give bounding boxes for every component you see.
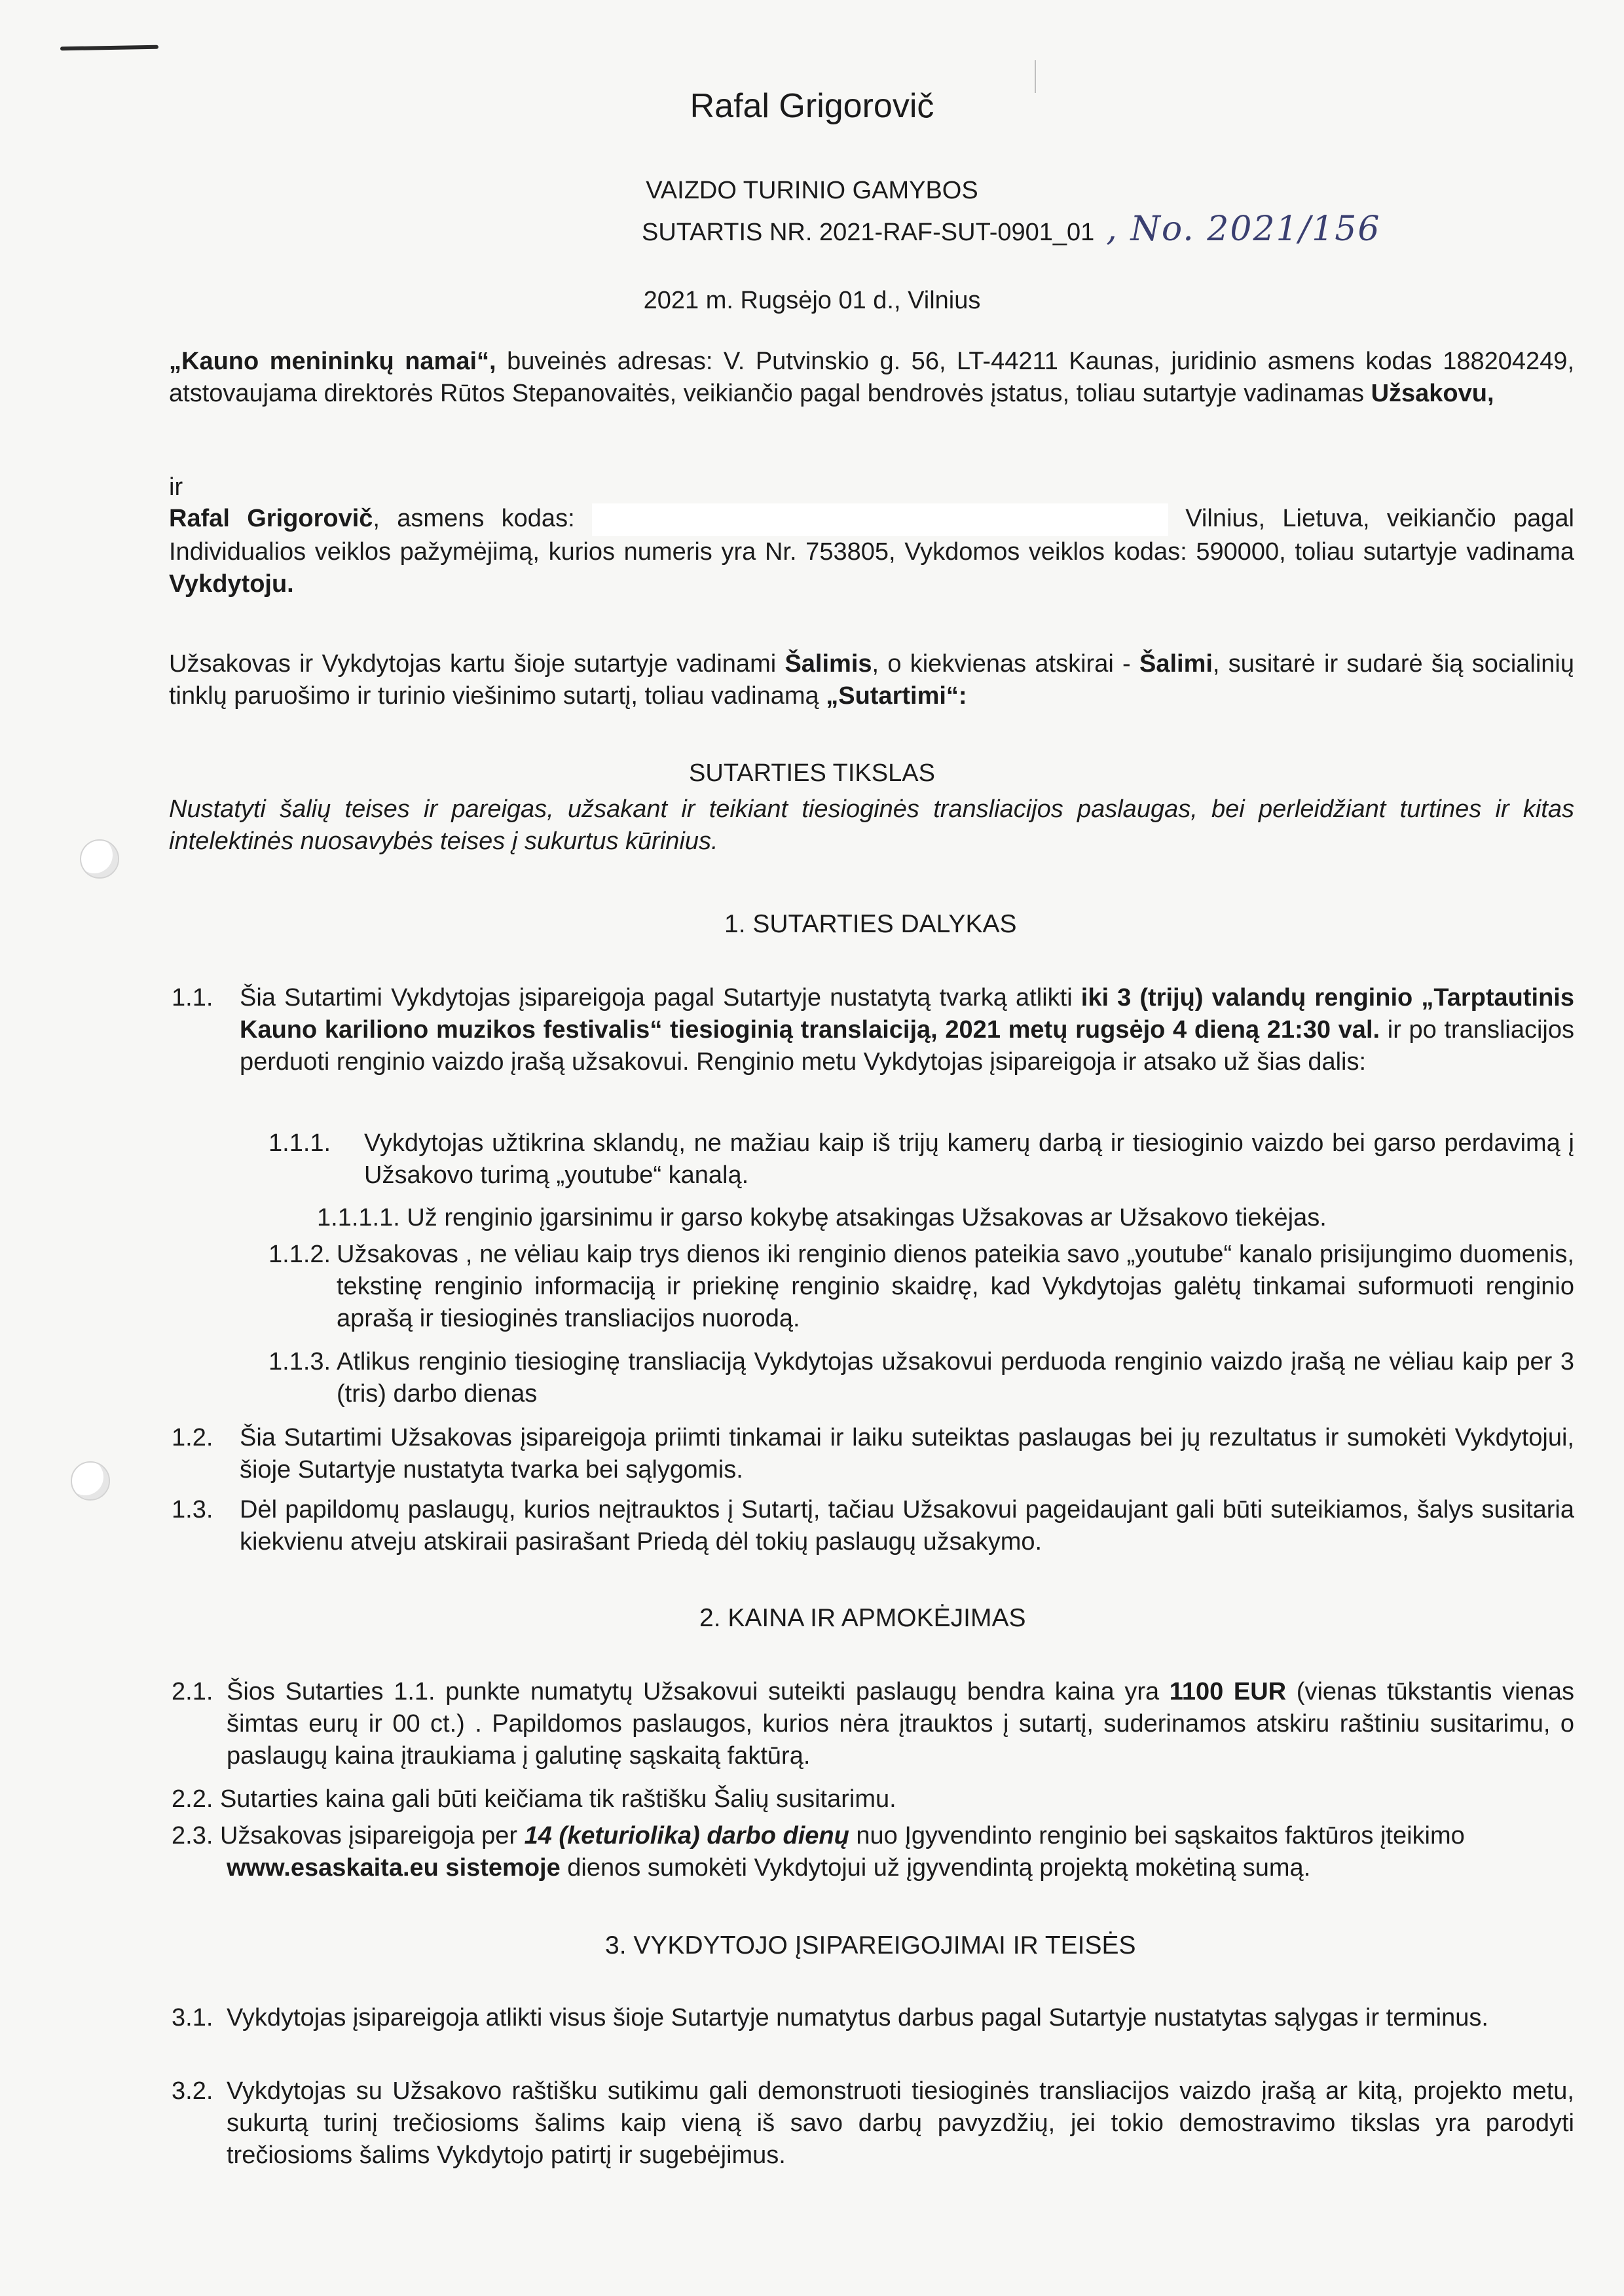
author-name: Rafal Grigorovič bbox=[690, 87, 934, 125]
clause-1-2: Šia Sutartimi Užsakovas įsipareigoja priimti tinkamai ir laiku suteiktas paslaugas bei jų rezultatus ir sumokėti Vykdytojui, šioje Sutartyje nustatyta tvarka bei sąlygomis. bbox=[240, 1424, 1574, 1484]
clause-2-1: Šios Sutarties 1.1. punkte numatytų Užsakovui suteikti paslaugų bendra kaina yra 1100 EUR (vienas tūkstantis vienas šimtas eurų ir 00 ct.) . Papildomos paslaugos, kurios nėra įtrauktos į sutartį, suderinamos atskiru raštiniu susitarimu, o paslaugų kaina įtraukiama į galutinę sąskaitą faktūrą. bbox=[227, 1678, 1574, 1770]
contractor-name: Rafal Grigorovič bbox=[169, 505, 373, 532]
clause-1-1-3: Atlikus renginio tiesioginę transliaciją Vykdytojas užsakovui perduoda renginio vaizdo įrašą ne vėliau kaip per 3 (tris) darbo dienas bbox=[337, 1348, 1574, 1408]
clause-1-1-2-number: 1.1.2. bbox=[268, 1241, 331, 1268]
document-title-line2 bbox=[642, 210, 1380, 249]
client-role: Užsakovu, bbox=[1371, 380, 1494, 407]
intro-paragraph: Užsakovas ir Vykdytojas kartu šioje sutartyje vadinami Šalimis, o kiekvienas atskirai - Šalimi, susitarė ir sudarė šią socialinių tinklų paruošimo ir turinio viešinimo sutartį, toliau vadinamą „Sutartimi“: bbox=[169, 650, 1575, 710]
clause-1-1: Šia Sutartimi Vykdytojas įsipareigoja pagal Sutartyje nustatytą tvarką atlikti iki 3 (trijų) valandų renginio „Tarptautinis Kauno kariliono muzikos festivalis“ tiesioginią translaiciją, 2021 metų rugsėjo 4 dieną 21:30 val. ir po transliacijos perduoti renginio vaizdo įrašą užsakovui. Renginio metu Vykdytojas įsipareigoja ir atsako už šias dalis: bbox=[240, 984, 1575, 1076]
clause-1-3: Dėl papildomų paslaugų, kurios neįtrauktos į Sutartį, tačiau Užsakovui pageidaujant gali būti suteikiamos, šalys susitaria kiekvienu atveju atskiraii pasirašant Priedą dėl tokių paslaugų užsakymo. bbox=[240, 1496, 1574, 1556]
clause-3-1: Vykdytojas įsipareigoja atlikti visus šioje Sutartyje numatytus darbus pagal Sutartyje nustatytas sąlygas ir terminus. bbox=[227, 2004, 1488, 2032]
punch-hole-upper bbox=[80, 839, 119, 879]
punch-hole-lower bbox=[71, 1461, 110, 1501]
contractor-role: Vykdytoju. bbox=[169, 570, 294, 598]
clause-1-3-number: 1.3. bbox=[172, 1496, 213, 1523]
client-name: „Kauno menininkų namai“, bbox=[169, 348, 496, 375]
clause-2-1-number: 2.1. bbox=[172, 1678, 213, 1705]
clause-1-1-1-1: 1.1.1.1. Už renginio įgarsinimu ir garso kokybę atsakingas Užsakovas ar Užsakovo tiekėjas. bbox=[317, 1204, 1327, 1231]
pen-mark bbox=[60, 45, 158, 51]
and-word: ir bbox=[169, 473, 183, 501]
section3-heading: 3. VYKDYTOJO ĮSIPAREIGOJIMAI IR TEISĖS bbox=[605, 1931, 1136, 1959]
contractor-paragraph: Rafal Grigorovič, asmens kodas: Vilnius, Lietuva, veikiančio pagal Individualios veiklos pažymėjimą, kurios numeris yra Nr. 753805, Vykdomos veiklos kodas: 590000, toliau sutartyje vadinama Vykdytoju. bbox=[169, 503, 1574, 600]
clause-1-1-2: Užsakovas , ne vėliau kaip trys dienos iki renginio dienos pateikia savo „youtube“ kanalo prisijungimo duomenis, tekstinę renginio informaciją ir priekinę renginio skaidrę, kad Vykdytojas galėtų tinkamai suformuoti renginio aprašą ir tiesioginės transliacijos nuorodą. bbox=[337, 1241, 1574, 1332]
date-place: 2021 m. Rugsėjo 01 d., Vilnius bbox=[643, 287, 981, 314]
redacted-personal-code bbox=[592, 503, 1168, 536]
clause-3-1-number: 3.1. bbox=[172, 2004, 213, 2032]
clause-1-1-number: 1.1. bbox=[172, 984, 213, 1011]
client-paragraph: „Kauno menininkų namai“, buveinės adresas: V. Putvinskio g. 56, LT-44211 Kaunas, juridinio asmens kodas 188204249, atstovaujama direktorės Rūtos Stepanovaitės, veikiančio pagal bendrovės įstatus, toliau sutartyje vadinamas Užsakovu, bbox=[169, 348, 1574, 407]
handwritten-registration-number: , No. 2021/156 bbox=[1106, 210, 1381, 249]
document-title-line1: VAIZDO TURINIO GAMYBOS bbox=[646, 177, 978, 204]
clause-1-1-1-number: 1.1.1. bbox=[268, 1129, 331, 1157]
section1-heading: 1. SUTARTIES DALYKAS bbox=[724, 910, 1017, 938]
clause-1-1-1: Vykdytojas užtikrina sklandų, ne mažiau kaip iš trijų kamerų darbą ir tiesioginio vaizdo bei garso perdavimą į Užsakovo turimą „youtube“ kanalą. bbox=[364, 1129, 1574, 1189]
purpose-heading: SUTARTIES TIKSLAS bbox=[689, 759, 935, 787]
clause-3-2-number: 3.2. bbox=[172, 2077, 213, 2105]
section2-heading: 2. KAINA IR APMOKĖJIMAS bbox=[699, 1604, 1026, 1632]
purpose-text: Nustatyti šalių teises ir pareigas, užsakant ir teikiant tiesioginės transliacijos paslaugas, bei perleidžiant turtines ir kitas intelektinės nuosavybės teises į sukurtus kūrinius. bbox=[169, 795, 1574, 855]
clause-3-2: Vykdytojas su Užsakovo raštišku sutikimu gali demonstruoti tiesioginės transliacijos vaizdo įrašą ar kitą, projekto metu, sukurtą turinį trečiosioms šalims kaip vieną iš savo darbų pavyzdžių, jei tokio demostravimo tikslas yra parodyti trečiosioms šalims Vykdytojo patirtį ir sugebėjimus. bbox=[227, 2077, 1574, 2169]
clause-2-3: 2.3. Užsakovas įsipareigoja per 14 (keturiolika) darbo dienų nuo Įgyvendinto renginio bei sąskaitos faktūros įteikimo www.esaskaita.eu sistemoje dienos sumokėti Vykdytojui už įgyvendintą projektą mokėtiną sumą. bbox=[172, 1822, 1465, 1882]
clause-2-2: 2.2. Sutarties kaina gali būti keičiama tik raštišku Šalių susitarimu. bbox=[172, 1785, 896, 1813]
clause-1-2-number: 1.2. bbox=[172, 1424, 213, 1451]
clause-1-1-3-number: 1.1.3. bbox=[268, 1348, 331, 1376]
contract-number: SUTARTIS NR. 2021-RAF-SUT-0901_01 bbox=[642, 219, 1095, 246]
